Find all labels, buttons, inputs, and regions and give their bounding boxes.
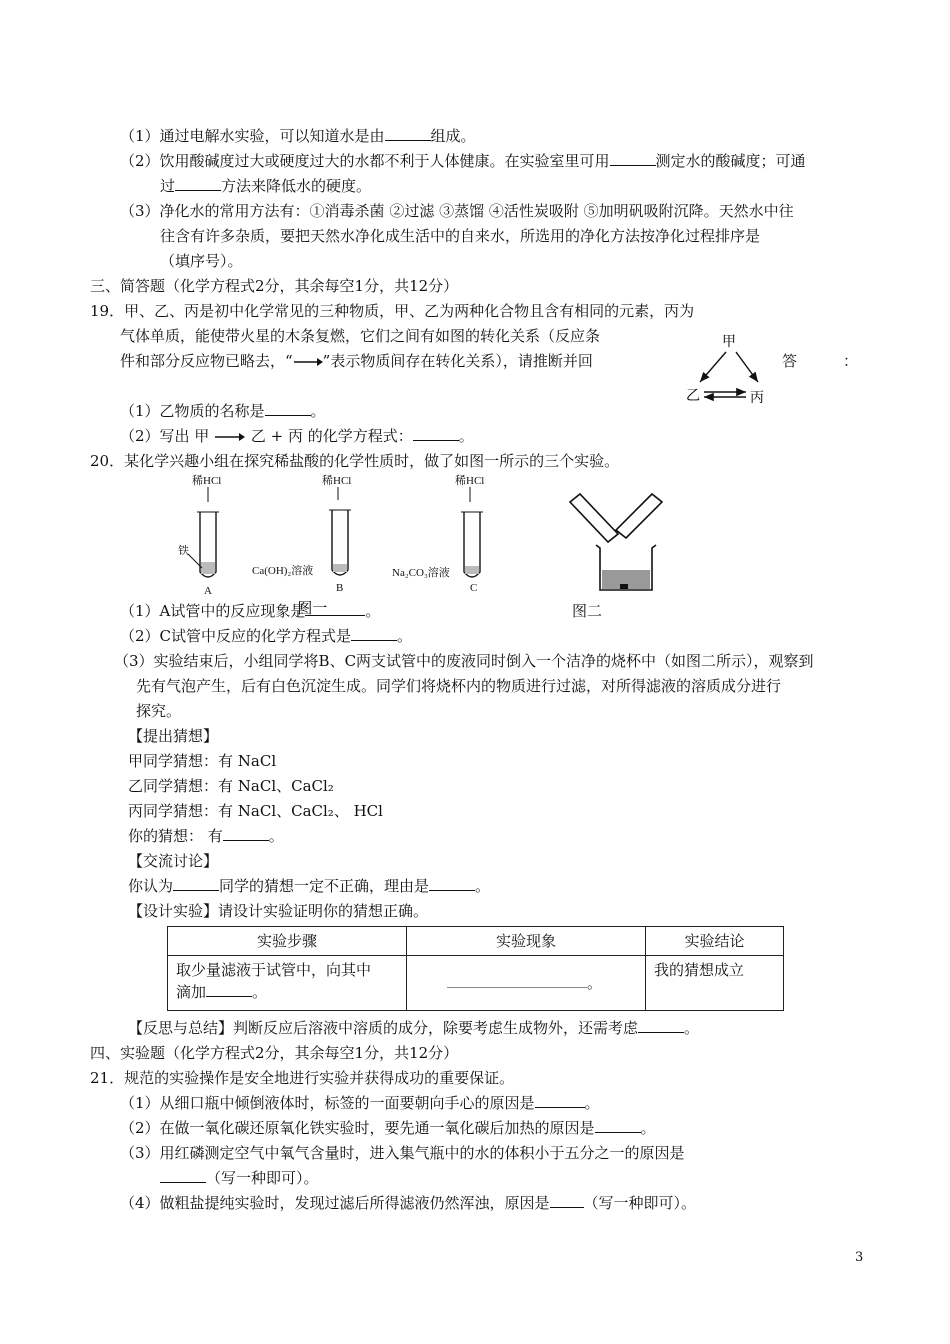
q19-line1: 19．甲、乙、丙是初中化学常见的三种物质，甲、乙为两种化合物且含有相同的元素，丙为	[90, 302, 695, 320]
q21-sub2: （2）在做一氧化碳还原氧化铁实验时，要先通一氧化碳后加热的原因是 。	[120, 1119, 656, 1137]
q19-line3: 件和部分反应物已略去，“ ”表示物质间存在转化关系），请推断并回	[120, 352, 593, 370]
arrow-icon	[214, 431, 246, 443]
q20-sub3-cont2: 探究。	[136, 702, 182, 720]
cell-conclusion: 我的猜想成立	[646, 956, 784, 1011]
blank[interactable]	[610, 151, 656, 166]
q20-sub1: （1）A试管中的反应现象是 图一 。	[120, 599, 381, 620]
pour-tube-left	[570, 494, 618, 542]
q20-line1: 20．某化学兴趣小组在探究稀盐酸的化学性质时，做了如图一所示的三个实验。	[90, 452, 620, 470]
q20-figure-one	[170, 472, 510, 597]
section-3-heading: 三、简答题（化学方程式2分，其余每空1分，共12分）	[90, 277, 459, 295]
q18-p3: （3）净化水的常用方法有：①消毒杀菌 ②过滤 ③蒸馏 ④活性炭吸附 ⑤加明矾吸附沉降。天然水中往	[120, 202, 794, 220]
q19-answer-word: 答	[782, 352, 798, 370]
header-conclusion: 实验结论	[646, 927, 784, 956]
q19-line2: 气体单质，能使带火星的木条复燃，它们之间有如图的转化关系（反应条	[120, 327, 601, 345]
table-row	[168, 956, 784, 1011]
cell-steps: 取少量滤液于试管中，向其中 滴加 。	[168, 956, 407, 1011]
tube-b-liquid	[333, 564, 347, 572]
beaker-precipitate	[620, 584, 628, 589]
blank[interactable]	[175, 176, 221, 191]
blank[interactable]	[429, 876, 475, 891]
header-steps: 实验步骤	[168, 927, 407, 956]
arrow-jia-yi	[700, 352, 726, 382]
q18-p2-cont: 过 方法来降低水的硬度。	[160, 177, 372, 195]
blank[interactable]	[535, 1093, 585, 1108]
blank[interactable]: 图一	[305, 601, 365, 616]
q20-figure-two	[560, 490, 680, 600]
discussion-heading: 【交流讨论】	[128, 852, 219, 870]
blank[interactable]	[265, 401, 311, 416]
blank[interactable]	[413, 426, 459, 441]
page-number: 3	[855, 1250, 864, 1265]
blank[interactable]	[173, 876, 219, 891]
q20-sub3: （3）实验结束后，小组同学将B、C两支试管中的废液同时倒入一个洁净的烧杯中（如图二所示），观察到	[114, 652, 814, 670]
tube-a-hcl-label: 稀HCl	[192, 475, 222, 487]
blank[interactable]	[638, 1018, 684, 1033]
q18-p1: （1）通过电解水实验，可以知道水是由 组成。	[120, 127, 476, 145]
tube-c-solution-label: Na₂CO₃溶液	[392, 567, 450, 579]
q18-p3-cont: 往含有许多杂质，要把天然水净化成生活中的自来水，所选用的净化方法按净化过程排序是	[160, 227, 761, 245]
arrow-symbol-icon	[293, 356, 323, 368]
q19-sub1: （1）乙物质的名称是 。	[120, 402, 326, 420]
table-header-row	[168, 927, 784, 956]
q18-p3-cont2: （填序号）。	[160, 252, 243, 270]
design-heading: 【设计实验】请设计实验证明你的猜想正确。	[128, 902, 429, 920]
q20-sub3-cont: 先有气泡产生，后有白色沉淀生成。同学们将烧杯内的物质进行过滤，对所得滤液的溶质成分进行	[136, 677, 782, 695]
tube-a-liquid	[201, 562, 215, 574]
section-4-heading: 四、实验题（化学方程式2分，其余每空1分，共12分）	[90, 1044, 459, 1062]
reflection-line: 【反思与总结】判断反应后溶液中溶质的成分，除要考虑生成物外，还需考虑 。	[128, 1019, 700, 1037]
q19-conversion-diagram	[680, 330, 780, 408]
q21-sub4: （4）做粗盐提纯实验时，发现过滤后所得滤液仍然浑浊，原因是 （写一种即可）。	[120, 1194, 697, 1212]
iron-label: 铁	[178, 545, 189, 557]
tube-b-letter: B	[336, 582, 344, 594]
tube-a-letter: A	[204, 585, 212, 597]
diagram-yi: 乙	[686, 388, 700, 404]
guess-yours: 你的猜想： 有 。	[128, 827, 284, 845]
arrow-jia-bing	[736, 352, 758, 382]
cell-phenomenon: 。	[407, 956, 646, 1011]
q18-p2: （2）饮用酸碱度过大或硬度过大的水都不利于人体健康。在实验室里可用 测定水的酸碱度；可通	[120, 152, 806, 170]
q21-sub3-cont: （写一种即可）。	[160, 1168, 319, 1188]
discussion-line: 你认为 同学的猜想一定不正确，理由是 。	[128, 877, 491, 895]
blank[interactable]	[223, 826, 269, 841]
diagram-bing: 丙	[750, 390, 764, 406]
experiment-table	[167, 926, 784, 1011]
blank[interactable]	[160, 1168, 206, 1183]
pour-tube-right	[616, 494, 662, 538]
blank[interactable]	[206, 982, 252, 997]
q20-sub2: （2）C试管中反应的化学方程式是 。	[120, 627, 413, 645]
guess-bing: 丙同学猜想：有 NaCl、CaCl₂、 HCl	[128, 802, 383, 820]
guess-heading: 【提出猜想】	[128, 727, 219, 745]
q19-colon: ：	[843, 352, 859, 370]
tube-c-liquid	[465, 566, 479, 574]
header-phenomenon: 实验现象	[407, 927, 646, 956]
q21-sub3: （3）用红磷测定空气中氧气含量时，进入集气瓶中的水的体积小于五分之一的原因是	[120, 1144, 685, 1162]
blank[interactable]	[385, 126, 431, 141]
blank[interactable]	[447, 973, 587, 988]
blank[interactable]	[550, 1193, 584, 1208]
tube-c-letter: C	[470, 582, 478, 594]
blank[interactable]	[595, 1118, 641, 1133]
q21-sub1: （1）从细口瓶中倾倒液体时，标签的一面要朝向手心的原因是 。	[120, 1094, 600, 1112]
blank[interactable]	[351, 626, 397, 641]
tube-c-hcl-label: 稀HCl	[455, 475, 485, 487]
figure-two-label: 图二	[572, 602, 603, 620]
diagram-jia: 甲	[722, 334, 736, 350]
tube-b-solution-label: Ca(OH)₂溶液	[252, 565, 314, 577]
guess-jia: 甲同学猜想：有 NaCl	[128, 752, 277, 770]
guess-yi: 乙同学猜想：有 NaCl、CaCl₂	[128, 777, 334, 795]
q19-sub2: （2）写出 甲 乙 + 丙 的化学方程式： 。	[120, 427, 474, 445]
q21-line1: 21．规范的实验操作是安全地进行实验并获得成功的重要保证。	[90, 1069, 515, 1087]
tube-b-hcl-label: 稀HCl	[322, 475, 352, 487]
